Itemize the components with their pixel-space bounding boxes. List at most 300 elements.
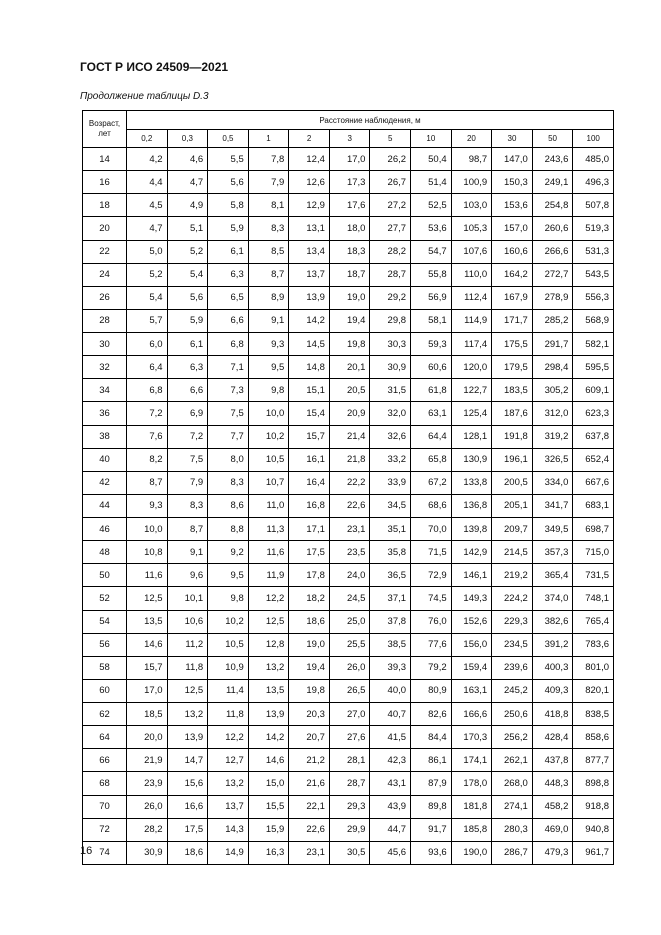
value-cell: 10,7 xyxy=(248,471,289,494)
value-cell: 142,9 xyxy=(451,541,492,564)
value-cell: 17,0 xyxy=(329,148,370,171)
value-cell: 24,5 xyxy=(329,587,370,610)
value-cell: 418,8 xyxy=(532,703,573,726)
value-cell: 260,6 xyxy=(532,217,573,240)
value-cell: 190,0 xyxy=(451,841,492,864)
value-cell: 14,7 xyxy=(167,749,208,772)
value-cell: 103,0 xyxy=(451,194,492,217)
value-cell: 36,5 xyxy=(370,564,411,587)
table-row xyxy=(83,541,614,564)
value-cell: 12,9 xyxy=(289,194,330,217)
value-cell: 63,1 xyxy=(411,402,452,425)
value-cell: 30,5 xyxy=(329,841,370,864)
value-cell: 28,1 xyxy=(329,749,370,772)
value-cell: 637,8 xyxy=(573,425,614,448)
value-cell: 53,6 xyxy=(411,217,452,240)
value-cell: 147,0 xyxy=(492,148,533,171)
age-cell: 64 xyxy=(83,726,127,749)
value-cell: 6,5 xyxy=(208,286,249,309)
distance-group-header: Расстояние наблюдения, м xyxy=(127,111,614,130)
value-cell: 7,9 xyxy=(248,171,289,194)
document-title: ГОСТ Р ИСО 24509—2021 xyxy=(80,60,229,74)
value-cell: 17,8 xyxy=(289,564,330,587)
value-cell: 13,2 xyxy=(248,656,289,679)
value-cell: 77,6 xyxy=(411,633,452,656)
value-cell: 8,9 xyxy=(248,286,289,309)
value-cell: 961,7 xyxy=(573,841,614,864)
value-cell: 27,2 xyxy=(370,194,411,217)
value-cell: 128,1 xyxy=(451,425,492,448)
age-cell: 20 xyxy=(83,217,127,240)
value-cell: 178,0 xyxy=(451,772,492,795)
value-cell: 28,2 xyxy=(127,818,168,841)
value-cell: 731,5 xyxy=(573,564,614,587)
value-cell: 136,8 xyxy=(451,494,492,517)
value-cell: 10,0 xyxy=(248,402,289,425)
value-cell: 205,1 xyxy=(492,494,533,517)
value-cell: 171,7 xyxy=(492,309,533,332)
value-cell: 17,5 xyxy=(167,818,208,841)
value-cell: 765,4 xyxy=(573,610,614,633)
value-cell: 149,3 xyxy=(451,587,492,610)
value-cell: 23,1 xyxy=(329,518,370,541)
value-cell: 12,5 xyxy=(248,610,289,633)
value-cell: 15,4 xyxy=(289,402,330,425)
value-cell: 623,3 xyxy=(573,402,614,425)
age-cell: 56 xyxy=(83,633,127,656)
value-cell: 23,5 xyxy=(329,541,370,564)
value-cell: 37,1 xyxy=(370,587,411,610)
value-cell: 67,2 xyxy=(411,471,452,494)
value-cell: 8,7 xyxy=(167,518,208,541)
value-cell: 31,5 xyxy=(370,379,411,402)
value-cell: 10,5 xyxy=(208,633,249,656)
value-cell: 4,5 xyxy=(127,194,168,217)
value-cell: 609,1 xyxy=(573,379,614,402)
value-cell: 229,3 xyxy=(492,610,533,633)
value-cell: 26,0 xyxy=(329,656,370,679)
age-cell: 32 xyxy=(83,356,127,379)
value-cell: 5,4 xyxy=(167,263,208,286)
value-cell: 13,9 xyxy=(167,726,208,749)
value-cell: 68,6 xyxy=(411,494,452,517)
value-cell: 45,6 xyxy=(370,841,411,864)
value-cell: 27,7 xyxy=(370,217,411,240)
value-cell: 153,6 xyxy=(492,194,533,217)
value-cell: 16,3 xyxy=(248,841,289,864)
value-cell: 326,5 xyxy=(532,448,573,471)
value-cell: 14,3 xyxy=(208,818,249,841)
value-cell: 4,7 xyxy=(167,171,208,194)
value-cell: 21,2 xyxy=(289,749,330,772)
distance-column-header: 100 xyxy=(573,130,614,148)
value-cell: 17,0 xyxy=(127,679,168,702)
value-cell: 4,4 xyxy=(127,171,168,194)
value-cell: 15,9 xyxy=(248,818,289,841)
value-cell: 13,9 xyxy=(248,703,289,726)
value-cell: 341,7 xyxy=(532,494,573,517)
value-cell: 11,6 xyxy=(127,564,168,587)
value-cell: 9,5 xyxy=(248,356,289,379)
table-row xyxy=(83,610,614,633)
value-cell: 11,6 xyxy=(248,541,289,564)
value-cell: 19,4 xyxy=(329,309,370,332)
value-cell: 245,2 xyxy=(492,679,533,702)
value-cell: 21,9 xyxy=(127,749,168,772)
value-cell: 15,0 xyxy=(248,772,289,795)
value-cell: 160,6 xyxy=(492,240,533,263)
age-cell: 42 xyxy=(83,471,127,494)
value-cell: 150,3 xyxy=(492,171,533,194)
value-cell: 219,2 xyxy=(492,564,533,587)
value-cell: 14,6 xyxy=(127,633,168,656)
value-cell: 175,5 xyxy=(492,333,533,356)
value-cell: 250,6 xyxy=(492,703,533,726)
value-cell: 838,5 xyxy=(573,703,614,726)
value-cell: 70,0 xyxy=(411,518,452,541)
distance-column-header: 50 xyxy=(532,130,573,148)
value-cell: 7,1 xyxy=(208,356,249,379)
value-cell: 409,3 xyxy=(532,679,573,702)
value-cell: 82,6 xyxy=(411,703,452,726)
value-cell: 568,9 xyxy=(573,309,614,332)
value-cell: 54,7 xyxy=(411,240,452,263)
value-cell: 21,4 xyxy=(329,425,370,448)
value-cell: 9,1 xyxy=(167,541,208,564)
value-cell: 6,8 xyxy=(208,333,249,356)
value-cell: 9,1 xyxy=(248,309,289,332)
value-cell: 11,9 xyxy=(248,564,289,587)
value-cell: 7,2 xyxy=(167,425,208,448)
value-cell: 139,8 xyxy=(451,518,492,541)
value-cell: 9,8 xyxy=(208,587,249,610)
value-cell: 84,4 xyxy=(411,726,452,749)
value-cell: 72,9 xyxy=(411,564,452,587)
value-cell: 469,0 xyxy=(532,818,573,841)
value-cell: 37,8 xyxy=(370,610,411,633)
value-cell: 5,8 xyxy=(208,194,249,217)
value-cell: 91,7 xyxy=(411,818,452,841)
table-row xyxy=(83,171,614,194)
value-cell: 43,9 xyxy=(370,795,411,818)
value-cell: 20,5 xyxy=(329,379,370,402)
value-cell: 582,1 xyxy=(573,333,614,356)
value-cell: 105,3 xyxy=(451,217,492,240)
value-cell: 11,2 xyxy=(167,633,208,656)
value-cell: 157,0 xyxy=(492,217,533,240)
value-cell: 50,4 xyxy=(411,148,452,171)
value-cell: 59,3 xyxy=(411,333,452,356)
age-cell: 14 xyxy=(83,148,127,171)
value-cell: 877,7 xyxy=(573,749,614,772)
distance-column-header: 10 xyxy=(411,130,452,148)
value-cell: 12,6 xyxy=(289,171,330,194)
value-cell: 16,1 xyxy=(289,448,330,471)
value-cell: 114,9 xyxy=(451,309,492,332)
table-row xyxy=(83,217,614,240)
value-cell: 11,3 xyxy=(248,518,289,541)
value-cell: 187,6 xyxy=(492,402,533,425)
value-cell: 13,7 xyxy=(208,795,249,818)
distance-column-header: 0,2 xyxy=(127,130,168,148)
value-cell: 8,8 xyxy=(208,518,249,541)
value-cell: 437,8 xyxy=(532,749,573,772)
value-cell: 652,4 xyxy=(573,448,614,471)
value-cell: 24,0 xyxy=(329,564,370,587)
value-cell: 196,1 xyxy=(492,448,533,471)
table-row xyxy=(83,656,614,679)
table-row xyxy=(83,356,614,379)
table-row xyxy=(83,402,614,425)
distance-column-header: 2 xyxy=(289,130,330,148)
value-cell: 164,2 xyxy=(492,263,533,286)
value-cell: 7,7 xyxy=(208,425,249,448)
value-cell: 7,3 xyxy=(208,379,249,402)
value-cell: 7,9 xyxy=(167,471,208,494)
value-cell: 28,2 xyxy=(370,240,411,263)
value-cell: 286,7 xyxy=(492,841,533,864)
value-cell: 79,2 xyxy=(411,656,452,679)
value-cell: 214,5 xyxy=(492,541,533,564)
value-cell: 8,3 xyxy=(248,217,289,240)
age-cell: 22 xyxy=(83,240,127,263)
value-cell: 86,1 xyxy=(411,749,452,772)
value-cell: 13,9 xyxy=(289,286,330,309)
value-cell: 4,7 xyxy=(127,217,168,240)
value-cell: 52,5 xyxy=(411,194,452,217)
value-cell: 209,7 xyxy=(492,518,533,541)
value-cell: 18,2 xyxy=(289,587,330,610)
value-cell: 266,6 xyxy=(532,240,573,263)
table-row xyxy=(83,333,614,356)
value-cell: 12,5 xyxy=(167,679,208,702)
value-cell: 748,1 xyxy=(573,587,614,610)
value-cell: 112,4 xyxy=(451,286,492,309)
value-cell: 122,7 xyxy=(451,379,492,402)
value-cell: 5,9 xyxy=(167,309,208,332)
value-cell: 130,9 xyxy=(451,448,492,471)
distance-column-header: 30 xyxy=(492,130,533,148)
value-cell: 42,3 xyxy=(370,749,411,772)
table-row xyxy=(83,194,614,217)
value-cell: 19,8 xyxy=(329,333,370,356)
value-cell: 185,8 xyxy=(451,818,492,841)
value-cell: 58,1 xyxy=(411,309,452,332)
value-cell: 12,7 xyxy=(208,749,249,772)
value-cell: 167,9 xyxy=(492,286,533,309)
value-cell: 28,7 xyxy=(329,772,370,795)
value-cell: 10,5 xyxy=(248,448,289,471)
value-cell: 6,0 xyxy=(127,333,168,356)
age-cell: 70 xyxy=(83,795,127,818)
value-cell: 683,1 xyxy=(573,494,614,517)
value-cell: 334,0 xyxy=(532,471,573,494)
value-cell: 272,7 xyxy=(532,263,573,286)
value-cell: 11,8 xyxy=(167,656,208,679)
value-cell: 8,0 xyxy=(208,448,249,471)
table-row xyxy=(83,448,614,471)
value-cell: 6,6 xyxy=(208,309,249,332)
age-cell: 72 xyxy=(83,818,127,841)
value-cell: 183,5 xyxy=(492,379,533,402)
value-cell: 10,1 xyxy=(167,587,208,610)
table-row xyxy=(83,703,614,726)
value-cell: 312,0 xyxy=(532,402,573,425)
table-row xyxy=(83,818,614,841)
age-cell: 28 xyxy=(83,309,127,332)
table-row xyxy=(83,772,614,795)
value-cell: 33,9 xyxy=(370,471,411,494)
table-row xyxy=(83,749,614,772)
age-cell: 36 xyxy=(83,402,127,425)
value-cell: 12,4 xyxy=(289,148,330,171)
value-cell: 10,2 xyxy=(208,610,249,633)
age-cell: 60 xyxy=(83,679,127,702)
value-cell: 166,6 xyxy=(451,703,492,726)
value-cell: 298,4 xyxy=(532,356,573,379)
value-cell: 507,8 xyxy=(573,194,614,217)
value-cell: 11,0 xyxy=(248,494,289,517)
table-row xyxy=(83,379,614,402)
value-cell: 12,2 xyxy=(208,726,249,749)
value-cell: 13,4 xyxy=(289,240,330,263)
value-cell: 7,5 xyxy=(208,402,249,425)
value-cell: 7,5 xyxy=(167,448,208,471)
value-cell: 38,5 xyxy=(370,633,411,656)
value-cell: 89,8 xyxy=(411,795,452,818)
value-cell: 55,8 xyxy=(411,263,452,286)
value-cell: 14,2 xyxy=(248,726,289,749)
value-cell: 32,6 xyxy=(370,425,411,448)
value-cell: 120,0 xyxy=(451,356,492,379)
value-cell: 595,5 xyxy=(573,356,614,379)
value-cell: 41,5 xyxy=(370,726,411,749)
distance-column-header: 0,5 xyxy=(208,130,249,148)
value-cell: 25,5 xyxy=(329,633,370,656)
value-cell: 22,6 xyxy=(289,818,330,841)
value-cell: 14,6 xyxy=(248,749,289,772)
value-cell: 239,6 xyxy=(492,656,533,679)
age-cell: 38 xyxy=(83,425,127,448)
age-cell: 58 xyxy=(83,656,127,679)
value-cell: 21,8 xyxy=(329,448,370,471)
value-cell: 76,0 xyxy=(411,610,452,633)
value-cell: 8,6 xyxy=(208,494,249,517)
age-cell: 30 xyxy=(83,333,127,356)
value-cell: 163,1 xyxy=(451,679,492,702)
age-cell: 44 xyxy=(83,494,127,517)
value-cell: 6,1 xyxy=(208,240,249,263)
age-cell: 46 xyxy=(83,518,127,541)
value-cell: 14,8 xyxy=(289,356,330,379)
value-cell: 33,2 xyxy=(370,448,411,471)
value-cell: 18,0 xyxy=(329,217,370,240)
value-cell: 29,9 xyxy=(329,818,370,841)
value-cell: 249,1 xyxy=(532,171,573,194)
value-cell: 556,3 xyxy=(573,286,614,309)
value-cell: 16,4 xyxy=(289,471,330,494)
age-column-header xyxy=(83,111,127,148)
value-cell: 19,8 xyxy=(289,679,330,702)
table-row xyxy=(83,286,614,309)
value-cell: 27,0 xyxy=(329,703,370,726)
value-cell: 254,8 xyxy=(532,194,573,217)
value-cell: 19,4 xyxy=(289,656,330,679)
value-cell: 23,1 xyxy=(289,841,330,864)
value-cell: 280,3 xyxy=(492,818,533,841)
value-cell: 20,7 xyxy=(289,726,330,749)
value-cell: 12,5 xyxy=(127,587,168,610)
value-cell: 305,2 xyxy=(532,379,573,402)
table-row xyxy=(83,841,614,864)
value-cell: 19,0 xyxy=(289,633,330,656)
value-cell: 291,7 xyxy=(532,333,573,356)
value-cell: 268,0 xyxy=(492,772,533,795)
value-cell: 918,8 xyxy=(573,795,614,818)
value-cell: 18,6 xyxy=(167,841,208,864)
value-cell: 35,8 xyxy=(370,541,411,564)
value-cell: 4,9 xyxy=(167,194,208,217)
value-cell: 4,2 xyxy=(127,148,168,171)
table-body xyxy=(83,148,614,865)
value-cell: 17,6 xyxy=(329,194,370,217)
value-cell: 4,6 xyxy=(167,148,208,171)
value-cell: 274,1 xyxy=(492,795,533,818)
value-cell: 159,4 xyxy=(451,656,492,679)
data-table xyxy=(82,110,614,865)
table-row xyxy=(83,564,614,587)
value-cell: 51,4 xyxy=(411,171,452,194)
value-cell: 698,7 xyxy=(573,518,614,541)
value-cell: 40,0 xyxy=(370,679,411,702)
value-cell: 531,3 xyxy=(573,240,614,263)
value-cell: 6,3 xyxy=(208,263,249,286)
table-row xyxy=(83,471,614,494)
value-cell: 20,1 xyxy=(329,356,370,379)
value-cell: 20,9 xyxy=(329,402,370,425)
value-cell: 11,4 xyxy=(208,679,249,702)
value-cell: 156,0 xyxy=(451,633,492,656)
value-cell: 400,3 xyxy=(532,656,573,679)
value-cell: 13,7 xyxy=(289,263,330,286)
value-cell: 5,9 xyxy=(208,217,249,240)
value-cell: 200,5 xyxy=(492,471,533,494)
value-cell: 15,6 xyxy=(167,772,208,795)
value-cell: 428,4 xyxy=(532,726,573,749)
value-cell: 479,3 xyxy=(532,841,573,864)
value-cell: 15,7 xyxy=(127,656,168,679)
value-cell: 32,0 xyxy=(370,402,411,425)
table-row xyxy=(83,240,614,263)
value-cell: 27,6 xyxy=(329,726,370,749)
value-cell: 448,3 xyxy=(532,772,573,795)
value-cell: 100,9 xyxy=(451,171,492,194)
value-cell: 262,1 xyxy=(492,749,533,772)
value-cell: 5,7 xyxy=(127,309,168,332)
value-cell: 56,9 xyxy=(411,286,452,309)
value-cell: 9,6 xyxy=(167,564,208,587)
value-cell: 26,2 xyxy=(370,148,411,171)
value-cell: 6,3 xyxy=(167,356,208,379)
age-cell: 66 xyxy=(83,749,127,772)
value-cell: 357,3 xyxy=(532,541,573,564)
value-cell: 391,2 xyxy=(532,633,573,656)
value-cell: 8,1 xyxy=(248,194,289,217)
value-cell: 87,9 xyxy=(411,772,452,795)
value-cell: 278,9 xyxy=(532,286,573,309)
table-row xyxy=(83,726,614,749)
value-cell: 22,6 xyxy=(329,494,370,517)
